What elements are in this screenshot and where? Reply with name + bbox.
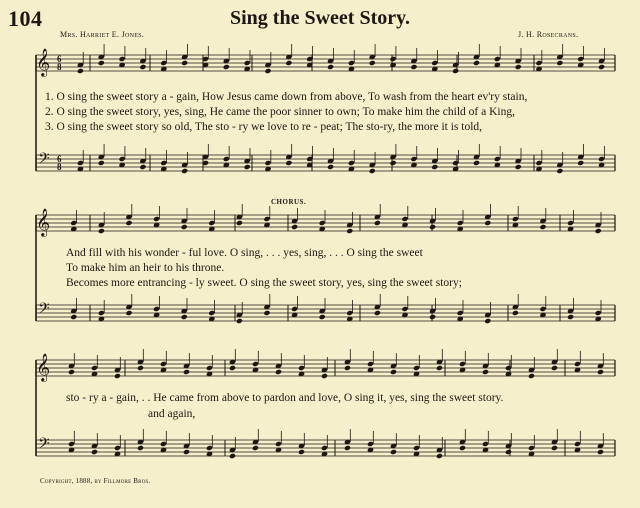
sys3-treble-notehead — [114, 373, 121, 379]
sys1-treble-notehead — [181, 60, 188, 66]
sys1-treble-notehead — [264, 68, 271, 74]
system-2-lyric-line-1: And fill with his wonder - ful love. O sing, . . . yes, sing, . . . O sing the sweet — [66, 247, 423, 259]
sys2-bass-notehead — [125, 310, 132, 316]
sys1-bass-notehead — [369, 168, 376, 174]
sys1-bass-notehead — [473, 160, 480, 166]
sys2-treble-notehead — [429, 224, 436, 230]
sys3-treble-notehead — [183, 369, 190, 375]
sys2-treble-notehead — [236, 220, 243, 226]
sys1-treble-notehead — [452, 68, 459, 74]
sys1-bass-notehead — [139, 164, 146, 170]
sys3-treble-notehead — [528, 373, 535, 379]
sys1-bass-notehead — [98, 160, 105, 166]
sys2-treble-notehead — [484, 220, 491, 226]
bass-clef-1: 𝄢 — [38, 150, 50, 171]
sys2-treble-notehead — [125, 220, 132, 226]
sys2-bass-notehead — [263, 310, 270, 316]
sys3-bass-notehead — [91, 449, 98, 455]
sys1-treble-notehead — [327, 64, 334, 70]
time-sig-1-num: 6 — [57, 54, 62, 64]
sys1-treble-notehead — [139, 64, 146, 70]
verse-1-line: 1. O sing the sweet story a - gain, How Jesus came down from above, To wash from the heart ev'ry stain, — [45, 91, 528, 103]
sys3-treble-notehead — [344, 365, 351, 371]
sys1-treble-notehead — [410, 64, 417, 70]
sys3-bass-notehead — [597, 449, 604, 455]
sys1-bass-notehead — [556, 168, 563, 174]
sys3-treble-notehead — [321, 373, 328, 379]
sys2-treble-notehead — [346, 228, 353, 234]
system-3-lyric-line-2: and again, — [148, 408, 196, 420]
sys2-bass-notehead — [70, 314, 77, 320]
sys1-treble-notehead — [369, 60, 376, 66]
sys3-bass-notehead — [183, 449, 190, 455]
sys2-bass-notehead — [319, 314, 326, 320]
treble-clef-4: 𝄞 — [36, 353, 51, 381]
bass-clef-2: 𝄢 — [38, 300, 50, 321]
sys3-treble-notehead — [229, 365, 236, 371]
sys2-treble-notehead — [291, 224, 298, 230]
sys2-bass-notehead — [236, 318, 243, 324]
sys3-treble-notehead — [597, 369, 604, 375]
sys3-bass-notehead — [252, 445, 259, 451]
sys2-treble-notehead — [539, 224, 546, 230]
composer-credit: J. H. Rosecrans. — [518, 30, 579, 39]
sys1-treble-notehead — [556, 60, 563, 66]
verse-2-line: 2. O sing the sweet story, yes, sing, He came the poor sinner to own; To make him the child of a King, — [45, 106, 515, 118]
sys3-treble-notehead — [275, 369, 282, 375]
time-sig-2-den: 8 — [57, 162, 62, 172]
sys3-treble-notehead — [482, 369, 489, 375]
hymn-title: Sing the Sweet Story. — [230, 7, 410, 29]
sys1-treble-notehead — [77, 68, 84, 74]
treble-clef-3: 𝄞 — [36, 208, 51, 236]
sys1-bass-notehead — [285, 160, 292, 166]
sys1-bass-notehead — [515, 164, 522, 170]
sys1-bass-notehead — [431, 164, 438, 170]
sys2-bass-notehead — [567, 314, 574, 320]
bass-clef-3: 𝄢 — [38, 435, 50, 456]
sys1-treble-notehead — [223, 64, 230, 70]
treble-clef-1: 𝄞 — [36, 48, 51, 76]
sys2-bass-notehead — [429, 314, 436, 320]
time-sig-2-num: 6 — [57, 154, 62, 164]
sys3-bass-notehead — [505, 449, 512, 455]
sys1-treble-notehead — [285, 60, 292, 66]
verse-3-line: 3. O sing the sweet story so old, The sto - ry we love to re - peat; The sto-ry, the more it is told, — [45, 121, 483, 133]
sys1-bass-notehead — [390, 160, 397, 166]
sys2-treble-notehead — [98, 228, 105, 234]
sys2-bass-notehead — [512, 310, 519, 316]
sys2-bass-notehead — [181, 314, 188, 320]
sys3-bass-notehead — [459, 445, 466, 451]
sys2-treble-notehead — [595, 228, 602, 234]
sys3-treble-notehead — [137, 365, 144, 371]
sys1-treble-notehead — [598, 64, 605, 70]
sys3-treble-notehead — [390, 369, 397, 375]
sys1-treble-notehead — [473, 60, 480, 66]
time-sig-1-den: 8 — [57, 62, 62, 72]
sys3-bass-notehead — [344, 445, 351, 451]
sys3-treble-notehead — [436, 365, 443, 371]
sys3-bass-notehead — [390, 449, 397, 455]
sys3-bass-notehead — [229, 453, 236, 459]
sys2-bass-notehead — [374, 310, 381, 316]
system-3-lyric-line-1: sto - ry a - gain, . . He came from above to pardon and love, O sing it, yes, sing the sweet story. — [66, 392, 504, 404]
sys3-treble-notehead — [551, 365, 558, 371]
system-2-lyric-line-3: Becomes more entrancing - ly sweet. O sing the sweet story, yes, sing the sweet story; — [66, 277, 462, 289]
chorus-label: CHORUS. — [271, 198, 307, 206]
system-2-lyric-line-2: To make him an heir to his throne. — [66, 262, 225, 274]
page-number: 104 — [8, 6, 43, 31]
sys3-bass-notehead — [551, 445, 558, 451]
sys2-treble-notehead — [181, 224, 188, 230]
sys1-bass-notehead — [327, 164, 334, 170]
sys3-treble-notehead — [68, 369, 75, 375]
sys3-bass-notehead — [137, 445, 144, 451]
sys3-bass-notehead — [298, 449, 305, 455]
sys1-bass-notehead — [577, 160, 584, 166]
sys3-bass-notehead — [436, 453, 443, 459]
sys1-treble-notehead — [98, 60, 105, 66]
sys2-treble-notehead — [374, 220, 381, 226]
sys2-bass-notehead — [484, 318, 491, 324]
sys1-bass-notehead — [181, 168, 188, 174]
lyricist-credit: Mrs. Harriet E. Jones. — [60, 30, 145, 39]
copyright-notice: Copyright, 1888, by Fillmore Bros. — [40, 477, 151, 485]
sys1-treble-notehead — [515, 64, 522, 70]
sys1-bass-notehead — [244, 164, 251, 170]
